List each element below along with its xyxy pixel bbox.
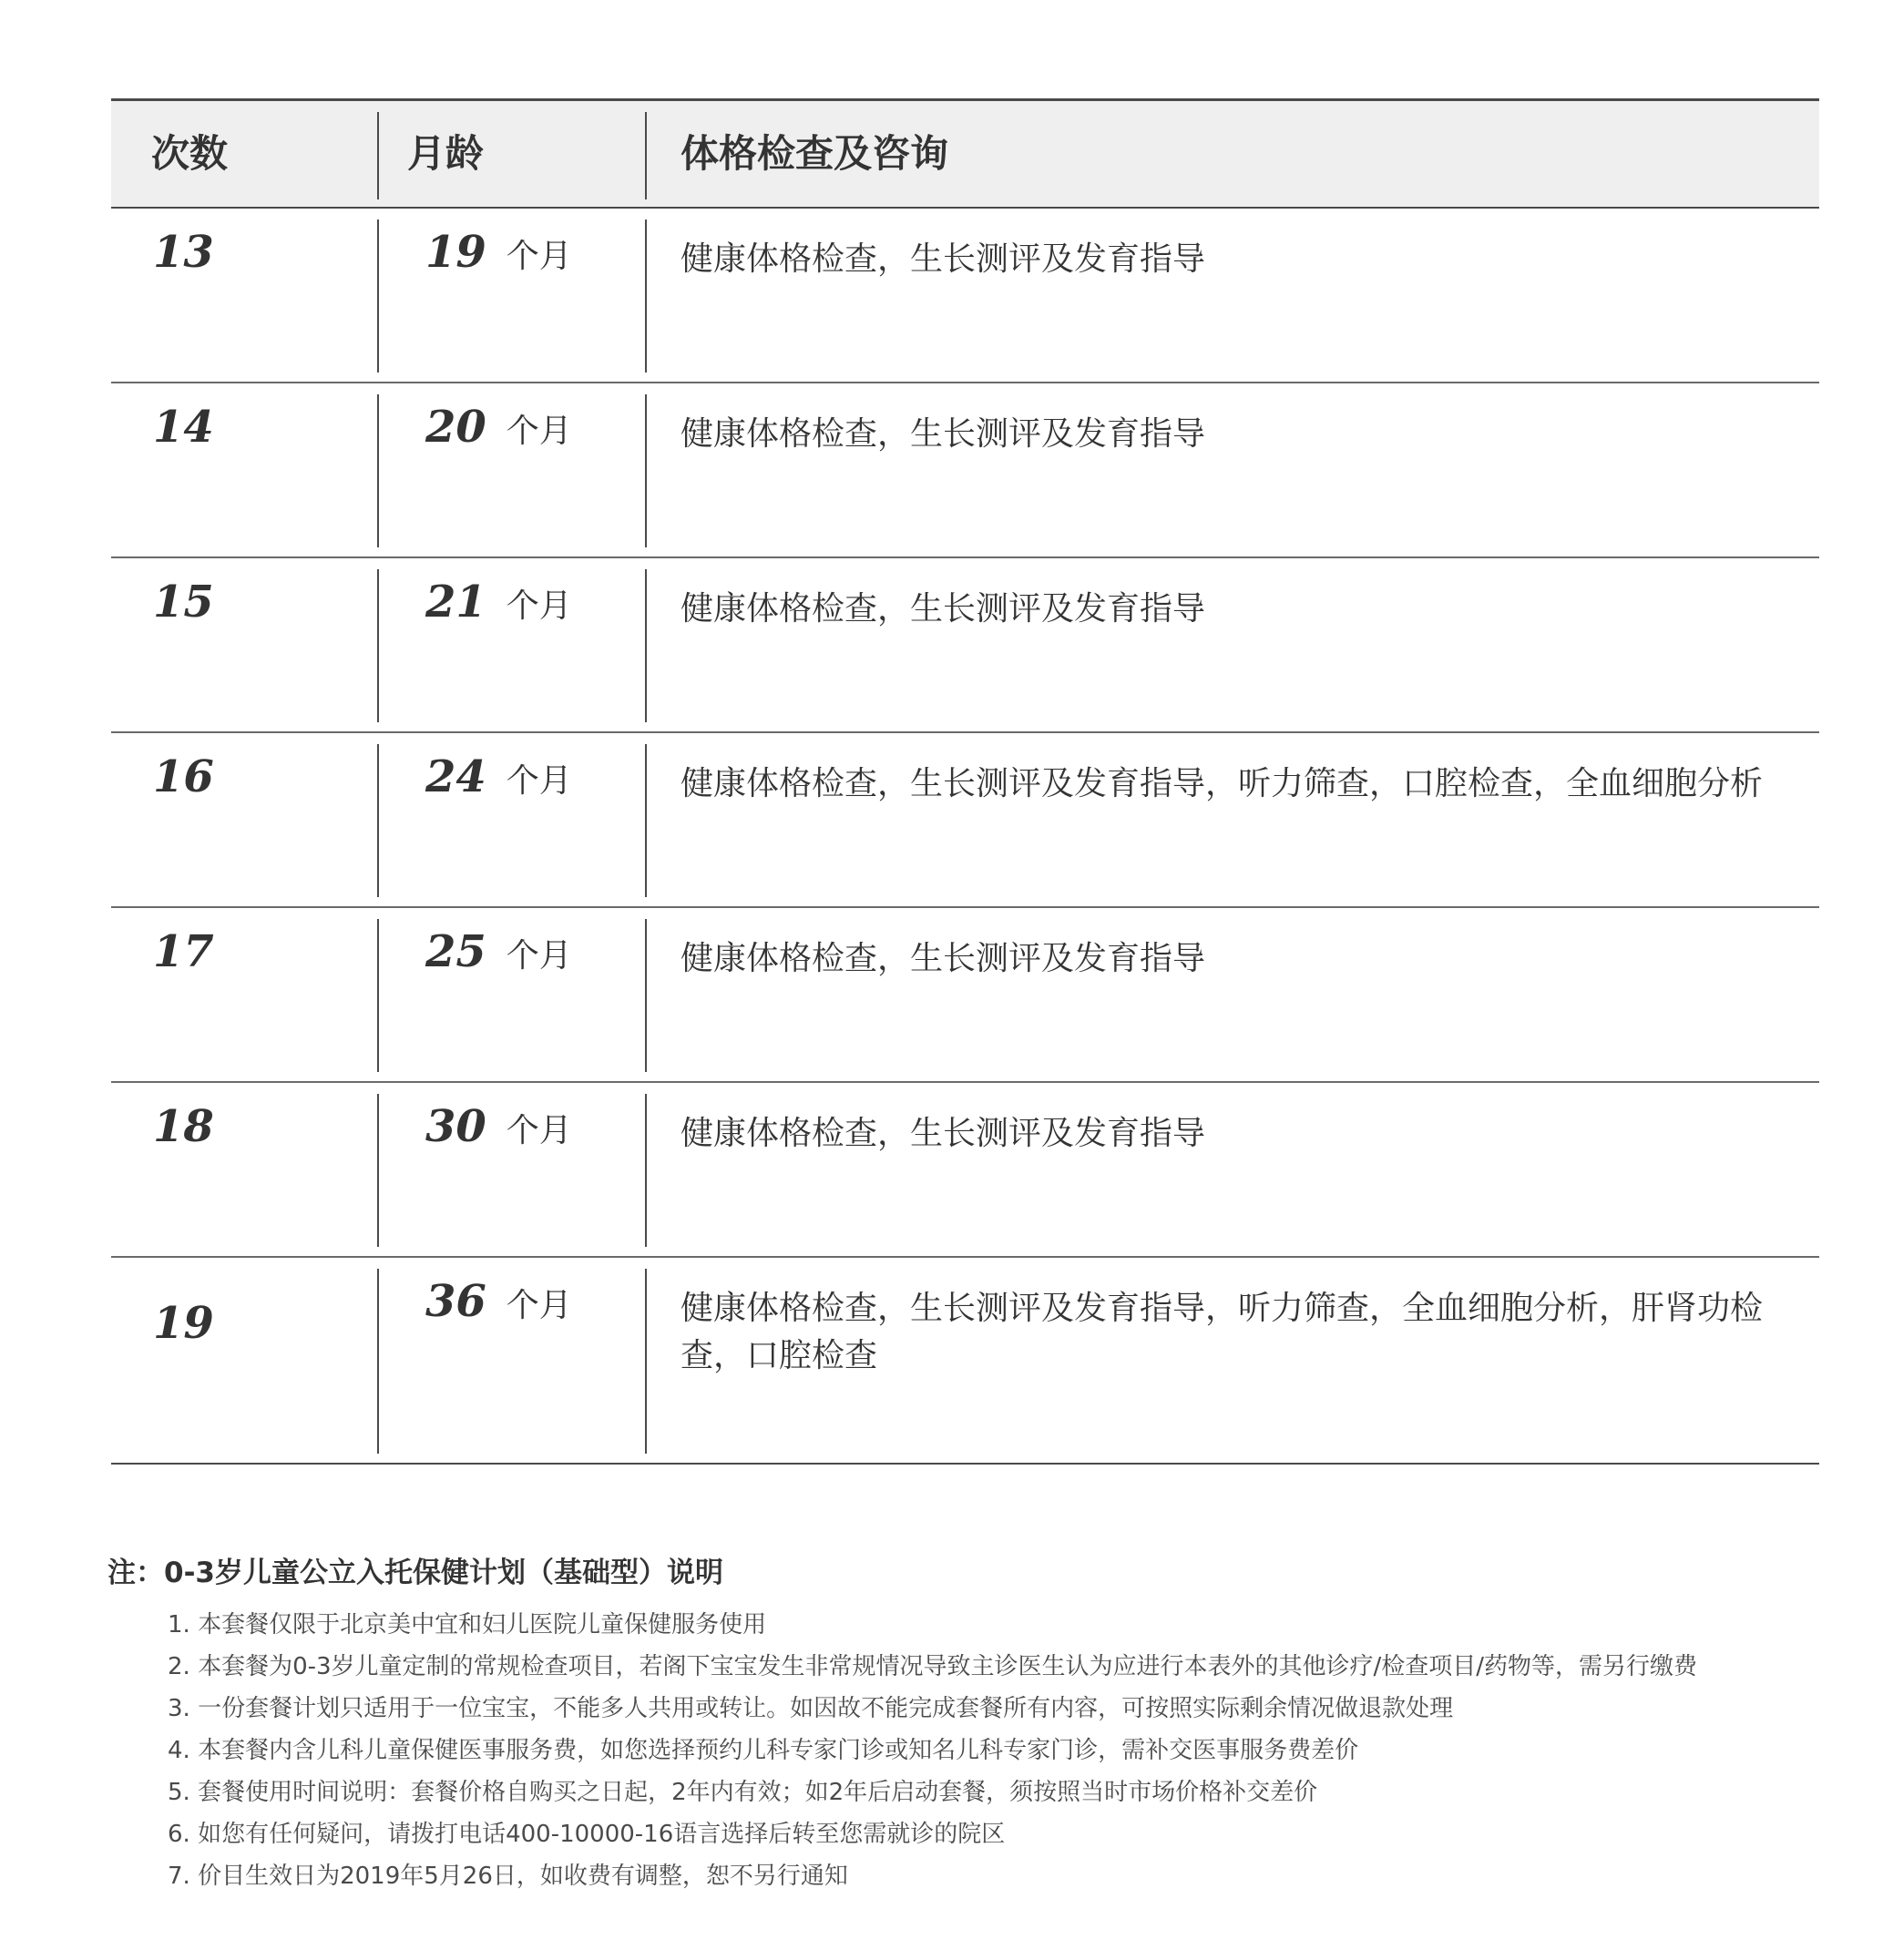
column-divider xyxy=(377,744,379,897)
column-divider xyxy=(645,112,647,199)
age-value: 30 xyxy=(425,1101,486,1152)
age-unit: 个月 xyxy=(506,413,572,450)
notes-section xyxy=(107,1551,1820,1897)
age-unit: 个月 xyxy=(506,937,572,975)
column-divider xyxy=(645,1094,647,1247)
age-cell xyxy=(425,1101,572,1152)
checkup-items: 健康体格检查，生长测评及发育指导，听力筛查，全血细胞分析，肝肾功检查，口腔检查 xyxy=(681,1290,1764,1374)
age-value: 20 xyxy=(425,402,486,453)
table-row xyxy=(111,558,1819,733)
table-row xyxy=(111,383,1819,558)
header-age: 月龄 xyxy=(407,131,485,176)
column-divider xyxy=(377,1269,379,1454)
column-divider xyxy=(377,219,379,373)
column-divider xyxy=(645,1269,647,1454)
age-unit: 个月 xyxy=(506,238,572,275)
visit-count: 17 xyxy=(153,926,214,977)
column-divider xyxy=(377,569,379,722)
age-unit: 个月 xyxy=(506,1287,572,1324)
column-divider xyxy=(645,219,647,373)
visit-count: 19 xyxy=(153,1298,214,1349)
checkup-items: 健康体格检查，生长测评及发育指导 xyxy=(681,240,1206,278)
note-item: 4. 本套餐内含儿科儿童保健医事服务费，如您选择预约儿科专家门诊或知名儿科专家门诊，需补交医事服务费差价 xyxy=(168,1737,1359,1764)
age-value: 25 xyxy=(425,926,486,977)
age-unit: 个月 xyxy=(506,587,572,625)
table-row xyxy=(111,1083,1819,1258)
age-value: 36 xyxy=(425,1276,486,1327)
checkup-items: 健康体格检查，生长测评及发育指导，听力筛查，口腔检查，全血细胞分析 xyxy=(681,765,1764,802)
column-divider xyxy=(645,394,647,547)
notes-title: 注：0-3岁儿童公立入托保健计划（基础型）说明 xyxy=(107,1557,724,1589)
age-cell xyxy=(425,227,572,278)
column-divider xyxy=(645,919,647,1072)
age-value: 21 xyxy=(425,577,486,628)
header-count: 次数 xyxy=(151,131,229,176)
table-row xyxy=(111,1258,1819,1465)
notes-list xyxy=(107,1604,1820,1897)
visit-count: 14 xyxy=(153,402,214,453)
age-unit: 个月 xyxy=(506,1112,572,1149)
note-item: 7. 价目生效日为2019年5月26日，如收费有调整，恕不另行通知 xyxy=(168,1863,848,1890)
table-row xyxy=(111,209,1819,383)
note-item: 6. 如您有任何疑问，请拨打电话400-10000-16语言选择后转至您需就诊的院区 xyxy=(168,1821,1006,1848)
age-cell xyxy=(425,1276,572,1327)
column-divider xyxy=(645,569,647,722)
checkup-items: 健康体格检查，生长测评及发育指导 xyxy=(681,590,1206,628)
note-item: 1. 本套餐仅限于北京美中宜和妇儿医院儿童保健服务使用 xyxy=(168,1611,767,1638)
table-row xyxy=(111,908,1819,1083)
table-row xyxy=(111,733,1819,908)
age-value: 19 xyxy=(425,227,486,278)
visit-count: 18 xyxy=(153,1101,214,1152)
checkup-table xyxy=(111,98,1819,1465)
header-items: 体格检查及咨询 xyxy=(681,131,949,176)
note-item: 5. 套餐使用时间说明：套餐价格自购买之日起，2年内有效；如2年后启动套餐，须按照当时市场价格补交差价 xyxy=(168,1779,1318,1806)
visit-count: 13 xyxy=(153,227,214,278)
column-divider xyxy=(645,744,647,897)
note-item: 2. 本套餐为0-3岁儿童定制的常规检查项目，若阁下宝宝发生非常规情况导致主诊医生认为应进行本表外的其他诊疗/检查项目/药物等，需另行缴费 xyxy=(168,1653,1698,1680)
age-cell xyxy=(425,577,572,628)
age-value: 24 xyxy=(425,751,486,802)
column-divider xyxy=(377,919,379,1072)
age-cell xyxy=(425,751,572,802)
age-cell xyxy=(425,402,572,453)
visit-count: 15 xyxy=(153,577,214,628)
table-header xyxy=(111,98,1819,209)
age-cell xyxy=(425,926,572,977)
age-unit: 个月 xyxy=(506,762,572,800)
column-divider xyxy=(377,394,379,547)
note-item: 3. 一份套餐计划只适用于一位宝宝，不能多人共用或转让。如因故不能完成套餐所有内容，可按照实际剩余情况做退款处理 xyxy=(168,1695,1454,1722)
column-divider xyxy=(377,1094,379,1247)
visit-count: 16 xyxy=(153,751,214,802)
column-divider xyxy=(377,112,379,199)
checkup-items: 健康体格检查，生长测评及发育指导 xyxy=(681,940,1206,977)
checkup-items: 健康体格检查，生长测评及发育指导 xyxy=(681,415,1206,453)
checkup-items: 健康体格检查，生长测评及发育指导 xyxy=(681,1115,1206,1152)
